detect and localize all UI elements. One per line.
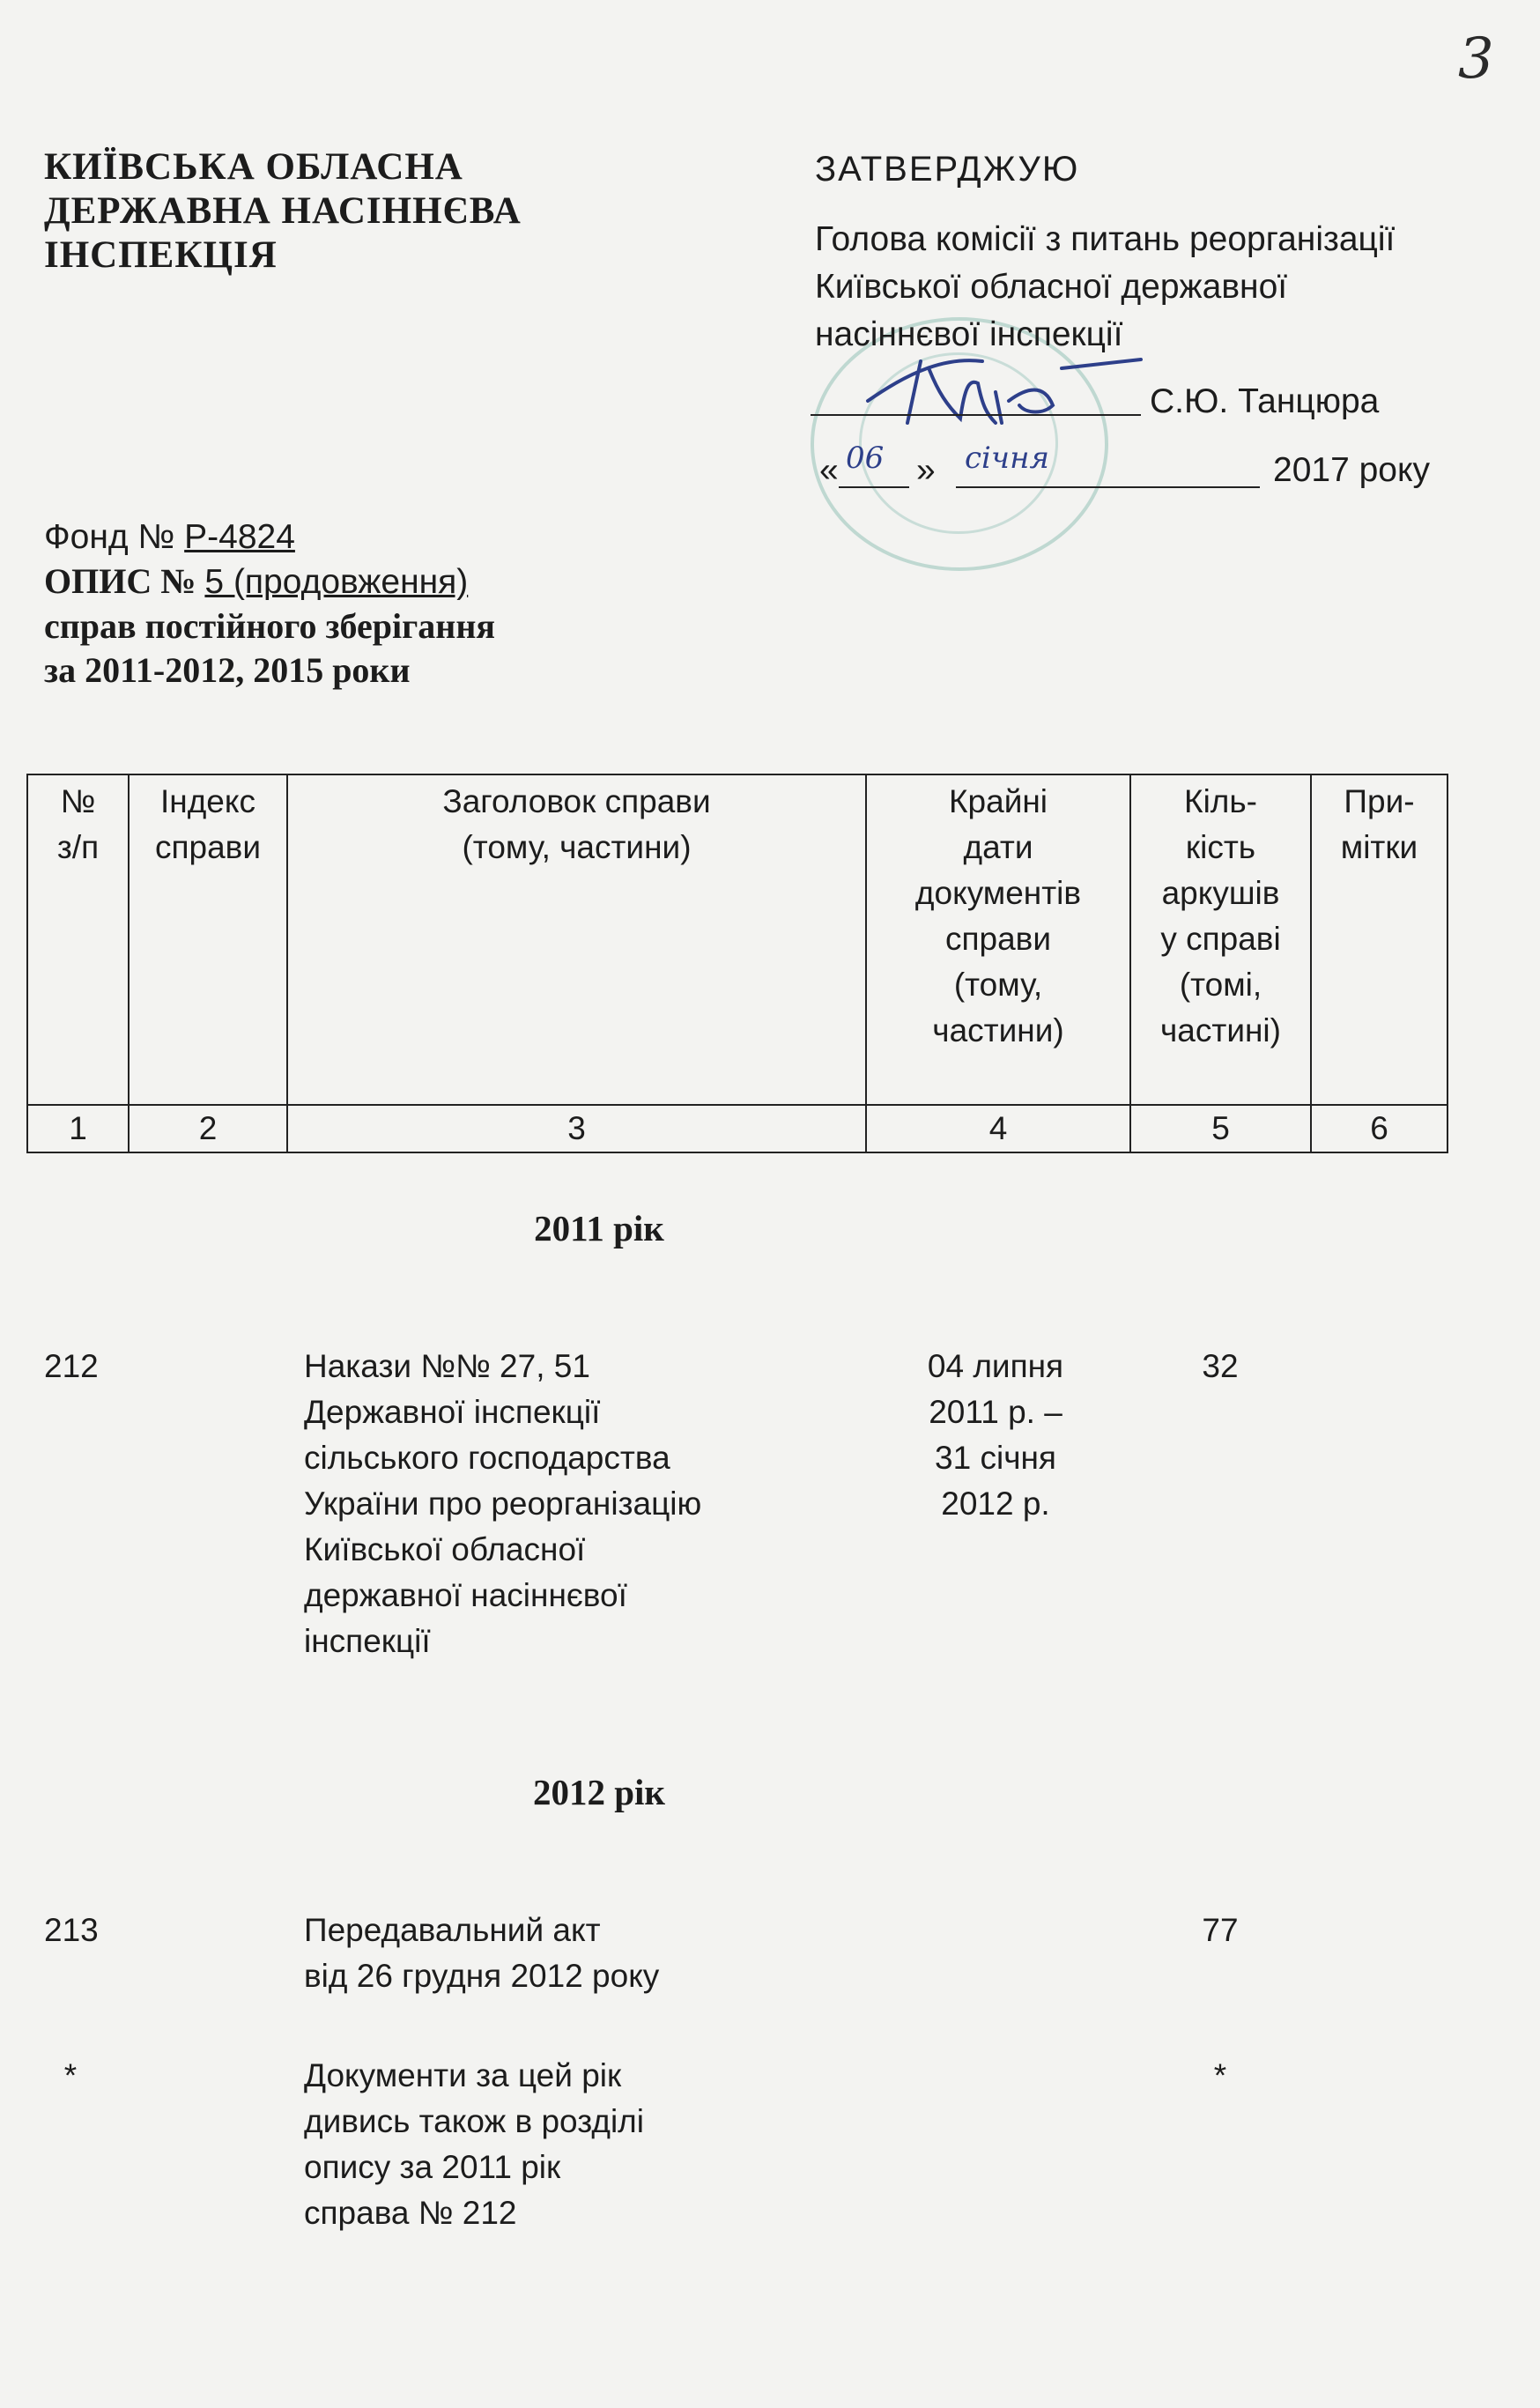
header-text: кість xyxy=(1185,829,1256,865)
approval-word: ЗАТВЕРДЖУЮ xyxy=(815,150,1080,189)
header-row xyxy=(27,774,1447,1105)
header-cell-number xyxy=(27,774,129,1105)
page-number: 3 xyxy=(1458,26,1494,92)
row-title-line: державної насіннєвої xyxy=(304,1577,627,1613)
row-title-line: опису за 2011 рік xyxy=(304,2149,561,2185)
opys-label: ОПИС № xyxy=(44,561,205,601)
date-day: 06 xyxy=(846,441,885,476)
header-text: Заголовок справи xyxy=(442,783,711,819)
year-heading: 2011 рік xyxy=(534,1208,664,1248)
header-text: (тому, частини) xyxy=(462,829,692,865)
date-month-line xyxy=(956,486,1260,488)
approval-line: Київської обласної державної xyxy=(815,268,1288,306)
signer-name: С.Ю. Танцюра xyxy=(1150,382,1380,420)
header-text: дати xyxy=(963,829,1033,865)
row-title xyxy=(304,1908,659,1999)
row-number: 213 xyxy=(44,1912,99,1948)
opys-number: 5 (продовження) xyxy=(204,563,469,601)
organization-line: КИЇВСЬКА ОБЛАСНА xyxy=(44,146,463,188)
header-text: Кіль- xyxy=(1184,783,1257,819)
header-cell-dates xyxy=(866,774,1130,1105)
row-title-line: Київської обласної xyxy=(304,1531,586,1567)
row-date-line: 2012 р. xyxy=(941,1486,1050,1522)
opys-years: за 2011-2012, 2015 роки xyxy=(44,650,411,690)
column-number: 1 xyxy=(27,1105,129,1152)
row-title-line: Накази №№ 27, 51 xyxy=(304,1348,590,1384)
row-number: * xyxy=(63,2057,78,2093)
row-dates xyxy=(872,1344,1119,1527)
row-title-line: сільського господарства xyxy=(304,1440,670,1476)
row-date-line: 04 липня xyxy=(927,1348,1064,1384)
fond-line xyxy=(44,515,495,559)
row-title xyxy=(304,2053,644,2236)
row-title xyxy=(304,1344,701,1664)
row-title-line: Документи за цей рік xyxy=(304,2057,622,2093)
header-cell-index xyxy=(129,774,287,1105)
row-number: 212 xyxy=(44,1348,99,1384)
header-text: № xyxy=(60,783,96,819)
header-cell-sheets xyxy=(1130,774,1311,1105)
fond-label: Фонд № xyxy=(44,518,185,556)
row-title-line: Державної інспекції xyxy=(304,1394,601,1430)
opys-subtitle: справ постійного зберігання xyxy=(44,606,496,646)
signature xyxy=(815,352,1150,441)
header-text: Крайні xyxy=(948,783,1048,819)
header-text: мітки xyxy=(1340,829,1418,865)
header-text: справи xyxy=(944,921,1051,957)
header-text: частини) xyxy=(932,1012,1064,1048)
date-month: січня xyxy=(965,441,1049,476)
header-text: справи xyxy=(154,829,261,865)
header-text: у справі xyxy=(1160,921,1281,957)
header-text: з/п xyxy=(56,829,100,865)
row-sheets: * xyxy=(1213,2057,1227,2093)
date-open-quote: « xyxy=(819,451,839,489)
date-day-line xyxy=(839,486,909,488)
header-text: (томі, xyxy=(1179,967,1262,1003)
header-text: документів xyxy=(914,875,1082,911)
column-number: 2 xyxy=(129,1105,287,1152)
header-cell-title xyxy=(287,774,866,1105)
fond-block xyxy=(44,515,495,693)
year-heading: 2012 рік xyxy=(532,1772,666,1812)
date-year: 2017 року xyxy=(1273,451,1430,489)
row-title-line: справа № 212 xyxy=(304,2195,517,2231)
column-number-row xyxy=(27,1105,1447,1152)
inventory-header-table xyxy=(26,774,1448,1153)
header-cell-notes xyxy=(1311,774,1447,1105)
header-text: аркушів xyxy=(1161,875,1280,911)
approval-line: Голова комісії з питань реорганізації xyxy=(815,220,1396,258)
row-title-line: від 26 грудня 2012 року xyxy=(304,1958,660,1994)
row-title-line: України про реорганізацію xyxy=(304,1486,702,1522)
approval-block xyxy=(815,145,1395,359)
header-text: частині) xyxy=(1160,1012,1281,1048)
column-number: 5 xyxy=(1130,1105,1311,1152)
signature-line xyxy=(811,414,1141,416)
column-number: 3 xyxy=(287,1105,866,1152)
row-date-line: 31 січня xyxy=(935,1440,1056,1476)
header-text: Індекс xyxy=(160,783,255,819)
row-date-line: 2011 р. – xyxy=(929,1394,1062,1430)
row-title-line: інспекції xyxy=(304,1623,431,1659)
row-sheets: 77 xyxy=(1202,1912,1239,1948)
row-title-line: Передавальний акт xyxy=(304,1912,601,1948)
approval-line: насіннєвої інспекції xyxy=(815,315,1123,353)
fond-number: Р-4824 xyxy=(184,518,295,556)
header-text: При- xyxy=(1344,783,1415,819)
organization-name xyxy=(44,145,522,278)
date-close-quote: » xyxy=(916,451,936,489)
column-number: 6 xyxy=(1311,1105,1447,1152)
organization-line: ДЕРЖАВНА НАСІННЄВА xyxy=(44,190,522,232)
column-number: 4 xyxy=(866,1105,1130,1152)
row-sheets: 32 xyxy=(1202,1348,1239,1384)
organization-line: ІНСПЕКЦІЯ xyxy=(44,234,278,276)
header-text: (тому, xyxy=(953,967,1043,1003)
opys-line xyxy=(44,559,495,604)
row-title-line: дивись також в розділі xyxy=(304,2103,644,2139)
